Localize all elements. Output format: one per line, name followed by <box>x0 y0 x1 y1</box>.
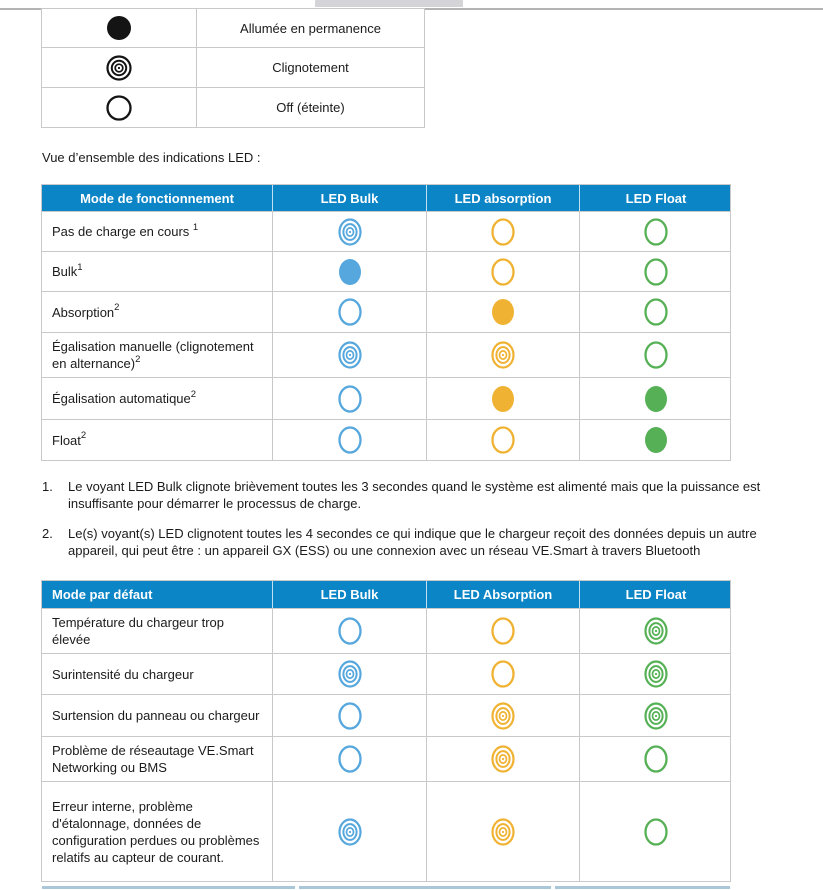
next-table-cutoff-edge <box>42 886 295 889</box>
led-blue-off-icon <box>336 616 364 646</box>
led-cell <box>579 252 732 291</box>
led-cell <box>426 378 579 419</box>
footnote-text: Le voyant LED Bulk clignote brièvement toutes les 3 secondes quand le système est alimenté mais que la puissance est insuffisante pour démarrer le processus de charge. <box>68 479 761 511</box>
led-yellow-blink-icon <box>489 340 517 370</box>
led-green-off-icon <box>642 257 670 287</box>
legend-label-cell <box>196 9 424 47</box>
led-blue-off-icon <box>336 384 364 414</box>
led-cell <box>579 695 732 736</box>
table-row <box>42 736 730 781</box>
led-green-blink-icon <box>642 659 670 689</box>
row-label-cell <box>42 292 272 332</box>
led-cell <box>272 695 426 736</box>
led-cell <box>579 737 732 781</box>
header-cell <box>426 581 579 608</box>
row-label-cell <box>42 420 272 460</box>
table-row <box>42 419 730 460</box>
led-yellow-on-icon <box>489 297 517 327</box>
led-cell <box>426 212 579 251</box>
led-cell <box>579 420 732 460</box>
led-yellow-blink-icon <box>489 744 517 774</box>
footnote-ref: 2 <box>114 302 120 314</box>
legend-icon-cell <box>42 88 196 127</box>
header-label: Mode par défaut <box>52 587 153 602</box>
led-yellow-off-icon <box>489 425 517 455</box>
header-cell <box>272 581 426 608</box>
led-cell <box>579 212 732 251</box>
row-label: Absorption$^2$ <box>52 302 120 320</box>
led-yellow-on-icon <box>489 384 517 414</box>
legend-icon-cell <box>42 48 196 87</box>
header-cell <box>42 185 272 211</box>
led-yellow-off-icon <box>489 257 517 287</box>
header-label: LED Float <box>625 587 687 602</box>
table-row <box>42 694 730 736</box>
led-overview-table <box>41 184 731 461</box>
led-blue-off-icon <box>336 744 364 774</box>
row-label-cell <box>42 737 272 781</box>
led-black-on-icon <box>105 13 133 43</box>
led-legend-table <box>41 8 425 128</box>
next-table-cutoff-edge <box>299 886 551 889</box>
footnote-item <box>42 525 790 559</box>
led-green-off-icon <box>642 297 670 327</box>
table-row <box>42 251 730 291</box>
header-cell <box>426 185 579 211</box>
led-black-off-icon <box>105 93 133 123</box>
legend-row <box>42 87 424 127</box>
led-blue-blink-icon <box>336 217 364 247</box>
led-yellow-off-icon <box>489 217 517 247</box>
row-label: Pas de charge en cours $^1$ <box>52 221 199 239</box>
footnote-ref: 2 <box>190 388 197 400</box>
table-row <box>42 781 730 881</box>
row-label: Température du chargeur trop élevée <box>52 615 224 647</box>
header-label: LED Bulk <box>320 587 379 602</box>
led-cell <box>579 609 732 653</box>
led-black-blink-icon <box>105 53 133 83</box>
row-label: Problème de réseautage VE.Smart Networking ou BMS <box>52 743 254 775</box>
led-cell <box>272 654 426 694</box>
led-cell <box>426 609 579 653</box>
led-yellow-off-icon <box>489 616 517 646</box>
row-label: Surtension du panneau ou chargeur <box>52 708 260 723</box>
led-cell <box>579 378 732 419</box>
led-cell <box>426 654 579 694</box>
table-header-row <box>42 185 730 211</box>
row-label-cell <box>42 333 272 377</box>
led-blue-off-icon <box>336 701 364 731</box>
led-blue-on-icon <box>336 257 364 287</box>
led-green-off-icon <box>642 817 670 847</box>
legend-icon-cell <box>42 9 196 47</box>
led-yellow-blink-icon <box>489 701 517 731</box>
footnote-item <box>42 478 790 512</box>
row-label: Erreur interne, problème d'étalonnage, données de configuration perdues ou problèmes relatifs au capteur de courant. <box>52 798 260 865</box>
led-yellow-off-icon <box>489 659 517 689</box>
table-row <box>42 291 730 332</box>
led-yellow-blink-icon <box>489 817 517 847</box>
led-cell <box>426 252 579 291</box>
legend-row <box>42 47 424 87</box>
legend-label-cell <box>196 88 424 127</box>
header-label: Mode de fonctionnement <box>80 190 234 206</box>
header-cell <box>579 581 732 608</box>
footnote-ref: 1 <box>192 221 199 233</box>
led-blue-off-icon <box>336 425 364 455</box>
led-cell <box>426 695 579 736</box>
led-cell <box>272 420 426 460</box>
led-cell <box>579 654 732 694</box>
led-green-off-icon <box>642 340 670 370</box>
row-label: Égalisation manuelle (clignotement en alternance)$^2$ <box>52 339 254 371</box>
row-label-cell <box>42 695 272 736</box>
led-cell <box>272 609 426 653</box>
header-cell <box>42 581 272 608</box>
led-blue-blink-icon <box>336 659 364 689</box>
led-cell <box>272 378 426 419</box>
footnote-ref: 2 <box>80 430 87 442</box>
intro-text: Vue d’ensemble des indications LED : <box>42 150 261 165</box>
header-cell <box>579 185 732 211</box>
led-cell <box>579 333 732 377</box>
footnote-ref: 2 <box>135 353 141 365</box>
table-row <box>42 608 730 653</box>
legend-label: Allumée en permanence <box>240 20 381 36</box>
footnote-number: 2. <box>42 526 53 541</box>
led-cell <box>579 292 732 332</box>
led-cell <box>426 737 579 781</box>
header-label: LED Float <box>625 190 687 206</box>
legend-label-cell <box>196 48 424 87</box>
row-label: Surintensité du chargeur <box>52 666 194 682</box>
led-green-on-icon <box>642 384 670 414</box>
footnote-list <box>42 478 790 559</box>
footnote-ref: 1 <box>77 261 83 273</box>
row-label: Égalisation automatique$^2$ <box>52 388 197 406</box>
table-row <box>42 377 730 419</box>
led-cell <box>426 420 579 460</box>
footnote-text: Le(s) voyant(s) LED clignotent toutes les 4 secondes ce qui indique que le chargeur reçoit des données depuis un autre appareil, qui peut être : un appareil GX (ESS) ou une connexion avec un réseau VE.Smart à travers Bluetooth <box>68 526 757 558</box>
led-green-blink-icon <box>642 701 670 731</box>
led-green-on-icon <box>642 425 670 455</box>
footnote-number: 1. <box>42 479 53 494</box>
legend-label: Clignotement <box>272 60 349 75</box>
led-green-off-icon <box>642 217 670 247</box>
led-cell <box>272 292 426 332</box>
led-cell <box>272 737 426 781</box>
row-label-cell <box>42 782 272 881</box>
led-cell <box>272 252 426 291</box>
header-label: LED absorption <box>454 190 552 206</box>
led-cell <box>426 782 579 881</box>
table-row <box>42 332 730 377</box>
cutoff-top-element <box>315 0 463 7</box>
led-cell <box>426 333 579 377</box>
led-cell <box>272 333 426 377</box>
row-label-cell <box>42 252 272 291</box>
row-label-cell <box>42 212 272 251</box>
header-label: LED Bulk <box>320 190 379 206</box>
led-cell <box>272 212 426 251</box>
led-green-blink-icon <box>642 616 670 646</box>
header-cell <box>272 185 426 211</box>
led-cell <box>272 782 426 881</box>
led-blue-blink-icon <box>336 340 364 370</box>
row-label-cell <box>42 654 272 694</box>
table-header-row <box>42 581 730 608</box>
row-label: Float$^2$ <box>52 430 87 448</box>
led-blue-blink-icon <box>336 817 364 847</box>
table-row <box>42 653 730 694</box>
row-label-cell <box>42 378 272 419</box>
header-label: LED Absorption <box>453 587 553 602</box>
led-green-off-icon <box>642 744 670 774</box>
row-label: Bulk$^1$ <box>52 261 83 279</box>
led-cell <box>426 292 579 332</box>
row-label-cell <box>42 609 272 653</box>
led-cell <box>579 782 732 881</box>
legend-label: Off (éteinte) <box>276 100 345 115</box>
legend-row <box>42 9 424 47</box>
table-row <box>42 211 730 251</box>
default-mode-table <box>41 580 731 882</box>
led-blue-off-icon <box>336 297 364 327</box>
next-table-cutoff-edge <box>555 886 730 889</box>
